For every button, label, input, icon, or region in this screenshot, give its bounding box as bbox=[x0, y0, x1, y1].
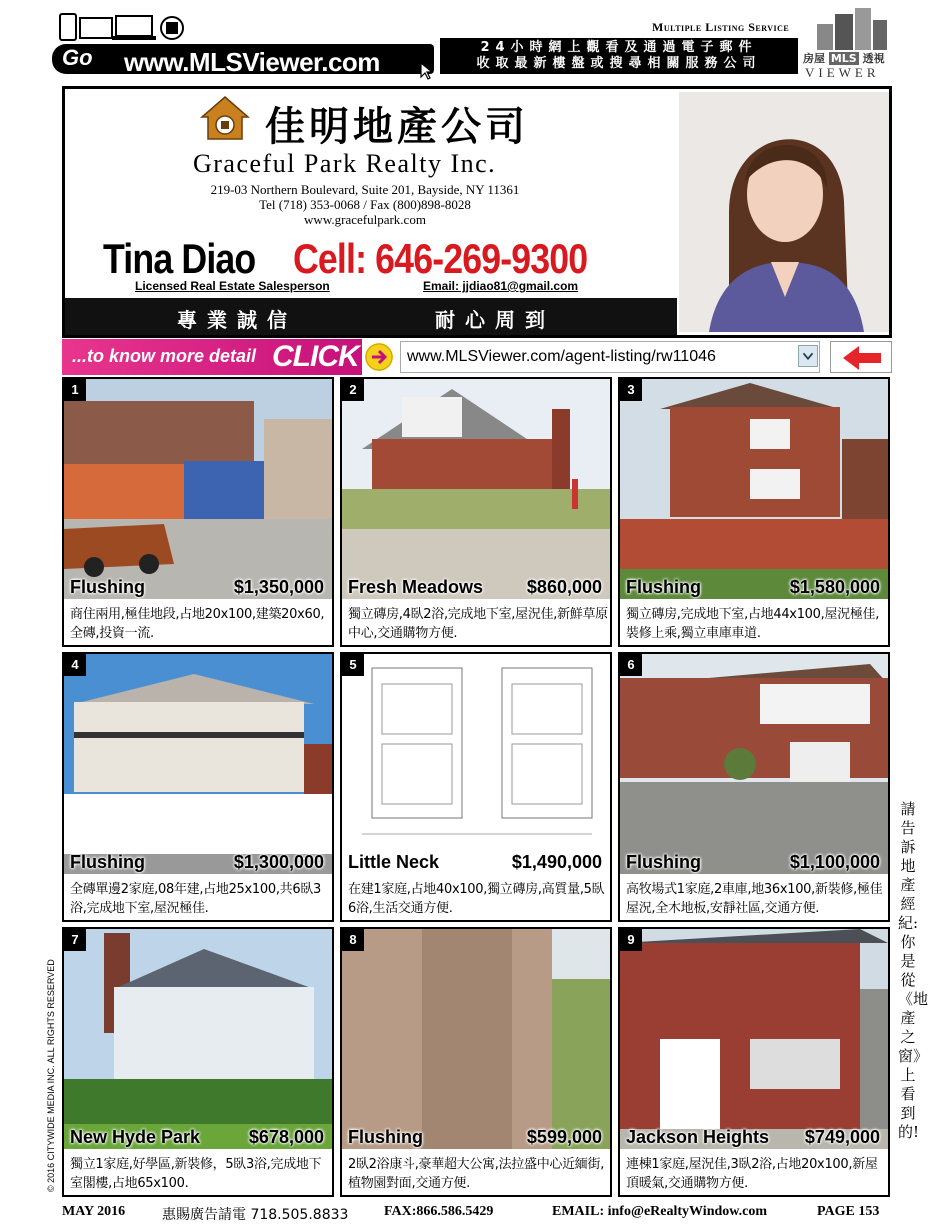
side-note: 請告訴地產經紀:你是從《地產之窗》上看到的! bbox=[898, 800, 928, 1141]
listing-photo bbox=[342, 654, 610, 874]
click-bar bbox=[62, 339, 892, 375]
agent-photo bbox=[679, 92, 889, 332]
listing-price: $1,350,000 bbox=[233, 577, 324, 597]
footer-email[interactable]: EMAIL: info@eRealtyWindow.com bbox=[552, 1204, 767, 1219]
logo-viewer: VIEWER bbox=[805, 65, 880, 80]
logo-cn-2: 透視 bbox=[862, 52, 885, 65]
listing-card[interactable] bbox=[62, 652, 334, 922]
company-phones: Tel (718) 353-0068 / Fax (800)898-8028 bbox=[259, 197, 471, 212]
arrow-left-icon bbox=[831, 342, 893, 374]
listing-description: 獨立磚房,完成地下室,占地44x100,屋況極佳,裝修上乘,獨立車庫車道. bbox=[626, 607, 880, 641]
listing-card[interactable] bbox=[340, 377, 612, 647]
arrow-right-icon[interactable] bbox=[365, 343, 393, 371]
listing-price: $749,000 bbox=[804, 1127, 880, 1147]
listing-photo bbox=[64, 654, 332, 874]
agent-name: Tina Diao bbox=[103, 235, 256, 282]
listing-number: 4 bbox=[64, 654, 86, 676]
listing-number: 9 bbox=[620, 929, 642, 951]
go-banner bbox=[52, 12, 434, 77]
listing-photo bbox=[342, 379, 610, 599]
mls-badge: MLS bbox=[830, 52, 857, 65]
listing-price: $1,300,000 bbox=[233, 852, 324, 872]
agent-card bbox=[62, 86, 892, 338]
listing-location: Little Neck bbox=[348, 852, 440, 872]
site-url[interactable]: www.MLSViewer.com bbox=[124, 47, 380, 77]
listing-description: 獨立磚房,4臥2浴,完成地下室,屋況佳,新鮮草原中心,交通購物方便. bbox=[348, 607, 608, 641]
company-contact bbox=[125, 182, 605, 227]
footer bbox=[62, 1204, 892, 1224]
listing-number: 7 bbox=[64, 929, 86, 951]
agent-title: Licensed Real Estate Salesperson bbox=[135, 279, 330, 293]
mls-viewer-logo bbox=[803, 6, 895, 80]
company-name-en: Graceful Park Realty Inc. bbox=[193, 149, 497, 178]
listing-card[interactable] bbox=[340, 652, 612, 922]
cursor-icon bbox=[420, 62, 434, 80]
listing-price: $860,000 bbox=[526, 577, 602, 597]
click-banner[interactable] bbox=[62, 339, 362, 375]
listing-description: 高牧場式1家庭,2車庫,地36x100,新裝修,極佳屋況,全木地板,安靜社區,交通方便. bbox=[626, 882, 883, 916]
listing-location: Flushing bbox=[70, 852, 145, 872]
devices-icon bbox=[56, 12, 206, 42]
listing-description: 在建1家庭,占地40x100,獨立磚房,高質量,5臥6浴,生活交通方便. bbox=[348, 882, 605, 916]
listing-photo bbox=[342, 929, 610, 1149]
listing-description: 連棟1家庭,屋況佳,3臥2浴,占地20x100,新屋頂暖氣,交通購物方便. bbox=[626, 1157, 878, 1191]
listing-photo bbox=[620, 929, 888, 1149]
listing-price: $1,100,000 bbox=[789, 852, 880, 872]
listing-number: 6 bbox=[620, 654, 642, 676]
go-label: Go bbox=[62, 45, 93, 70]
listing-number: 1 bbox=[64, 379, 86, 401]
listing-photo bbox=[620, 379, 888, 599]
listing-photo bbox=[64, 929, 332, 1149]
buildings-icon bbox=[813, 6, 889, 50]
listing-card[interactable] bbox=[62, 377, 334, 647]
listing-number: 3 bbox=[620, 379, 642, 401]
agent-portrait bbox=[679, 92, 889, 332]
chevron-down-icon[interactable] bbox=[798, 345, 818, 367]
listing-location: Fresh Meadows bbox=[348, 577, 484, 597]
click-word: CLICK bbox=[272, 340, 359, 373]
motto-2: 耐心周到 bbox=[435, 308, 555, 332]
listing-price: $1,580,000 bbox=[789, 577, 880, 597]
listing-number: 2 bbox=[342, 379, 364, 401]
company-address: 219-03 Northern Boulevard, Suite 201, Bayside, NY 11361 bbox=[210, 182, 520, 197]
banner-line-1: 24小時網上觀看及通過電子郵件 bbox=[480, 40, 758, 55]
listing-description: 全磚單邊2家庭,08年建,占地25x100,共6臥3浴,完成地下室,屋況極佳. bbox=[70, 882, 322, 916]
listing-price: $599,000 bbox=[526, 1127, 602, 1147]
footer-ad-call: 惠賜廣告請電 718.505.8833 bbox=[162, 1207, 349, 1223]
banner-text bbox=[444, 40, 794, 72]
listing-location: Jackson Heights bbox=[626, 1127, 770, 1147]
motto-1: 專業誠信 bbox=[177, 308, 297, 332]
listing-location: Flushing bbox=[626, 852, 701, 872]
copyright: © 2016 CITYWIDE MEDIA INC. ALL RIGHTS RESERVED bbox=[46, 959, 56, 1192]
footer-date: MAY 2016 bbox=[62, 1204, 126, 1219]
agent-email[interactable]: Email: jjdiao81@gmail.com bbox=[423, 279, 579, 293]
listing-url-field[interactable]: www.MLSViewer.com/agent-listing/rw11046 bbox=[400, 341, 820, 373]
click-label: ...to know more detail bbox=[72, 346, 257, 366]
mls-service-title: Multiple Listing Service bbox=[652, 20, 790, 34]
company-logo bbox=[200, 95, 250, 143]
motto-bar bbox=[65, 298, 677, 335]
listing-card[interactable] bbox=[618, 377, 890, 647]
listing-location: Flushing bbox=[70, 577, 145, 597]
footer-page: PAGE 153 bbox=[817, 1204, 880, 1219]
footer-fax: FAX:866.586.5429 bbox=[384, 1204, 494, 1219]
listing-location: New Hyde Park bbox=[70, 1127, 201, 1147]
company-name-cn: 佳明地產公司 bbox=[265, 103, 529, 150]
listing-card[interactable] bbox=[618, 927, 890, 1197]
listing-number: 5 bbox=[342, 654, 364, 676]
listing-description: 獨立1家庭,好學區,新裝修，5臥3浴,完成地下室閣樓,占地65x100. bbox=[70, 1157, 322, 1191]
back-button[interactable] bbox=[830, 341, 892, 373]
listing-price: $678,000 bbox=[248, 1127, 324, 1147]
listing-number: 8 bbox=[342, 929, 364, 951]
listing-description: 2臥2浴康斗,豪華超大公寓,法拉盛中心近緬街,植物園對面,交通方便. bbox=[348, 1157, 605, 1191]
listing-photo bbox=[64, 379, 332, 599]
listing-photo bbox=[620, 654, 888, 874]
listing-price: $1,490,000 bbox=[511, 852, 602, 872]
company-website[interactable]: www.gracefulpark.com bbox=[304, 212, 426, 227]
agent-cell[interactable]: Cell: 646-269-9300 bbox=[293, 235, 588, 282]
banner-line-2: 收取最新樓盤或搜尋相關服務公司 bbox=[476, 56, 762, 71]
listing-description: 商住兩用,極佳地段,占地20x100,建築20x60,全磚,投資一流. bbox=[70, 607, 325, 641]
listing-location: Flushing bbox=[348, 1127, 423, 1147]
listing-card[interactable] bbox=[618, 652, 890, 922]
listing-card[interactable] bbox=[340, 927, 612, 1197]
logo-cn: 房屋 bbox=[803, 52, 825, 65]
listing-card[interactable] bbox=[62, 927, 334, 1197]
top-banner bbox=[52, 10, 797, 77]
listing-location: Flushing bbox=[626, 577, 701, 597]
